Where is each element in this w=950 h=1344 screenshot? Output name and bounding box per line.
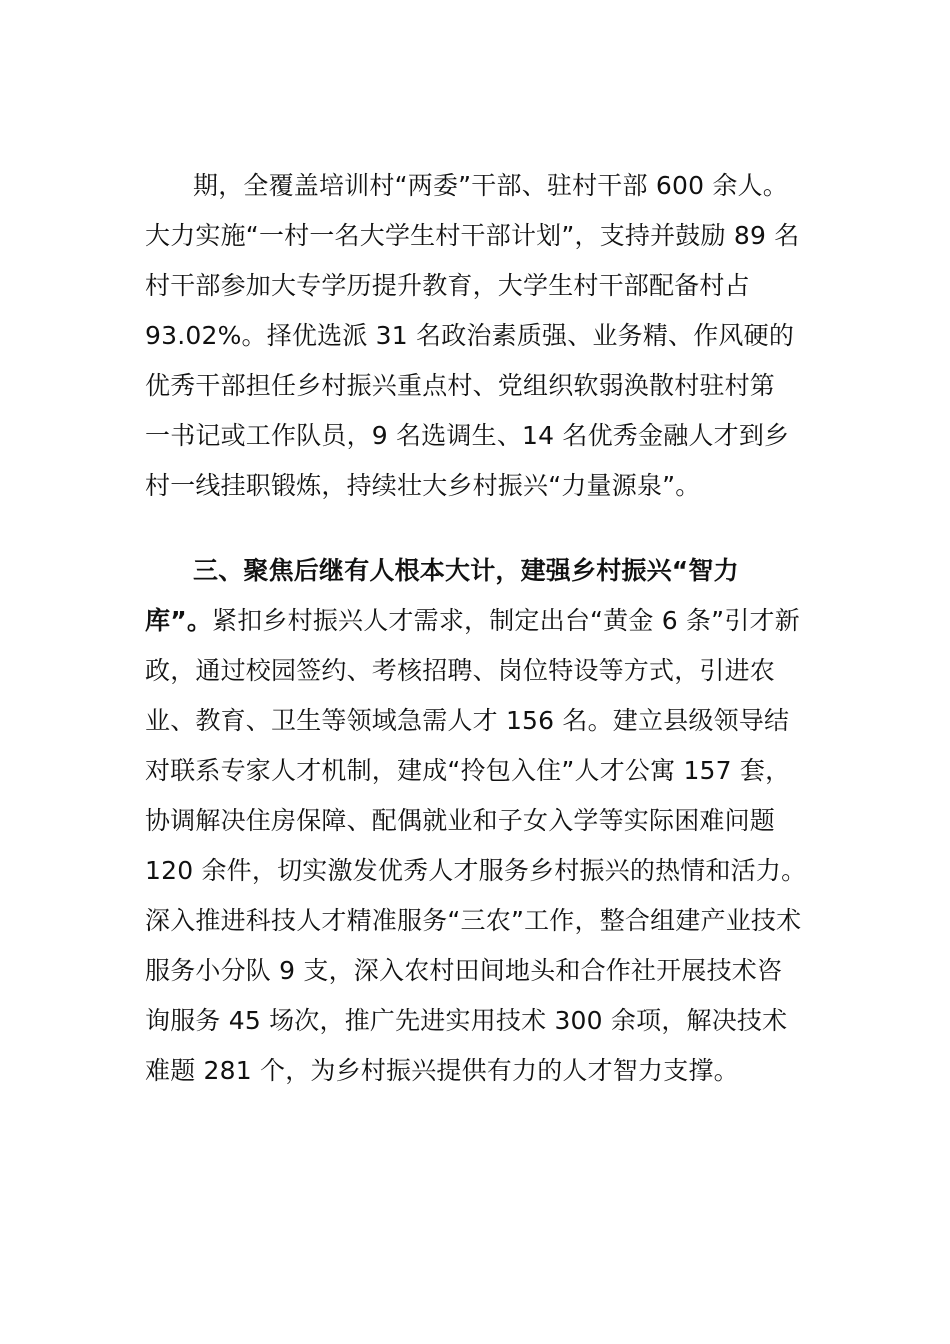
paragraph-2-line-9: 服务小分队 9 支，深入农村田间地头和合作社开展技术咨 xyxy=(145,956,783,985)
paragraph-2-line-2-text: 紧扣乡村振兴人才需求，制定出台“黄金 6 条”引才新 xyxy=(212,606,800,635)
paragraph-1-line-4: 93.02%。择优选派 31 名政治素质强、业务精、作风硬的 xyxy=(145,321,795,350)
paragraph-2-line-4: 业、教育、卫生等领域急需人才 156 名。建立县级领导结 xyxy=(145,706,790,735)
paragraph-2-line-8: 深入推进科技人才精准服务“三农”工作，整合组建产业技术 xyxy=(145,906,802,935)
paragraph-2-line-11: 难题 281 个，为乡村振兴提供有力的人才智力支撑。 xyxy=(145,1056,739,1085)
paragraph-1-line-7: 村一线挂职锻炼，持续壮大乡村振兴“力量源泉”。 xyxy=(145,471,701,500)
section-heading-3-end: 库”。 xyxy=(145,606,213,635)
paragraph-2-line-6: 协调解决住房保障、配偶就业和子女入学等实际困难问题 xyxy=(145,806,776,835)
paragraph-1-line-3: 村干部参加大专学历提升教育，大学生村干部配备村占 xyxy=(145,271,750,300)
paragraph-1-line-1: 期，全覆盖培训村“两委”干部、驻村干部 600 余人。 xyxy=(193,171,788,200)
section-heading-3: 三、聚焦后继有人根本大计，建强乡村振兴“智力 xyxy=(193,556,739,585)
paragraph-1-line-2: 大力实施“一村一名大学生村干部计划”，支持并鼓励 89 名 xyxy=(145,221,800,250)
paragraph-2-line-10: 询服务 45 场次，推广先进实用技术 300 余项，解决技术 xyxy=(145,1006,788,1035)
paragraph-2-line-7: 120 余件，切实激发优秀人才服务乡村振兴的热情和活力。 xyxy=(145,856,807,885)
paragraph-2-line-3: 政，通过校园签约、考核招聘、岗位特设等方式，引进农 xyxy=(145,656,776,685)
paragraph-1-line-5: 优秀干部担任乡村振兴重点村、党组织软弱涣散村驻村第 xyxy=(145,371,776,400)
paragraph-1-line-6: 一书记或工作队员，9 名选调生、14 名优秀金融人才到乡 xyxy=(145,421,790,450)
paragraph-2-line-2 xyxy=(145,605,800,637)
paragraph-2-line-5: 对联系专家人才机制，建成“拎包入住”人才公寓 157 套， xyxy=(145,756,791,785)
